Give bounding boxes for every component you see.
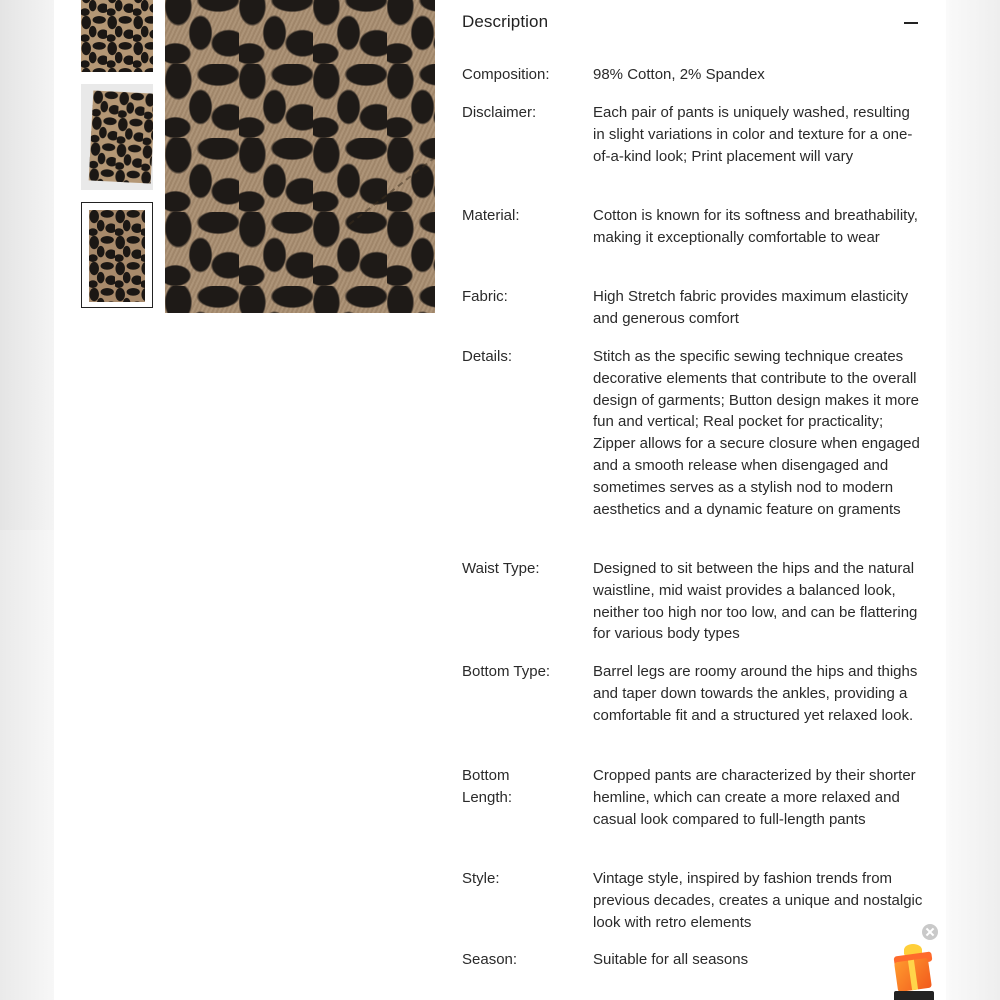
- gift-tag: [894, 991, 934, 1000]
- thumbnail-2[interactable]: [81, 84, 153, 190]
- spec-label: Composition:: [462, 66, 550, 83]
- thumbnail-3-selected[interactable]: [81, 202, 153, 308]
- thumbnail-1[interactable]: [81, 0, 153, 72]
- spec-label: Details:: [462, 348, 513, 365]
- spec-label: Material:: [462, 207, 520, 224]
- spec-label: Waist Type:: [462, 560, 540, 577]
- spec-value: Each pair of pants is uniquely washed, resulting in slight variations in color and texture for a one-of-a-kind look; Print placement will vary: [593, 104, 913, 165]
- spec-value: Vintage style, inspired by fashion trends from previous decades, creates a unique and nostalgic look with retro elements: [593, 870, 923, 931]
- spec-label: Bottom Type:: [462, 663, 551, 680]
- spec-value: Suitable for all seasons: [593, 951, 749, 968]
- close-icon[interactable]: [922, 924, 938, 940]
- spec-value: 98% Cotton, 2% Spandex: [593, 66, 765, 83]
- spec-label: Disclaimer:: [462, 104, 537, 121]
- spec-value: Stitch as the specific sewing technique creates decorative elements that contribute to the overall design of garments; Button design makes it more fun and vertical; Real pocket for practicality; Zipper allows for a secure closure when engaged and a smooth release when disengaged and sometimes serves as a stylish nod to modern aesthetics and a dynamic feature on graments: [593, 348, 920, 518]
- spec-value: Cotton is known for its softness and breathability, making it exceptionally comfortable to wear: [593, 207, 918, 246]
- minus-icon[interactable]: [903, 12, 919, 32]
- gift-icon[interactable]: [892, 944, 936, 1000]
- thumbnail-2-image: [89, 90, 153, 183]
- spec-label: Season:: [462, 951, 518, 968]
- spec-value: Barrel legs are roomy around the hips and thighs and taper down towards the ankles, providing a comfortable fit and a structured yet relaxed look.: [593, 663, 918, 724]
- spec-value: Cropped pants are characterized by their shorter hemline, which can create a more relaxed and casual look compared to full-length pants: [593, 767, 916, 828]
- spec-value: High Stretch fabric provides maximum elasticity and generous comfort: [593, 288, 909, 327]
- description-title: Description: [462, 12, 549, 31]
- page-backdrop-left: [0, 0, 54, 530]
- page-backdrop-right: [946, 0, 1000, 1000]
- spec-label: Bottom Length:: [462, 767, 513, 806]
- spec-value: Designed to sit between the hips and the natural waistline, mid waist provides a balanced look, neither too high nor too low, and can be flattering for various body types: [593, 560, 918, 643]
- spec-label: Fabric:: [462, 288, 508, 305]
- spec-label: Style:: [462, 870, 500, 887]
- thumbnail-3-image: [89, 210, 145, 302]
- main-product-image[interactable]: [165, 0, 435, 313]
- fabric-seam: [349, 137, 435, 226]
